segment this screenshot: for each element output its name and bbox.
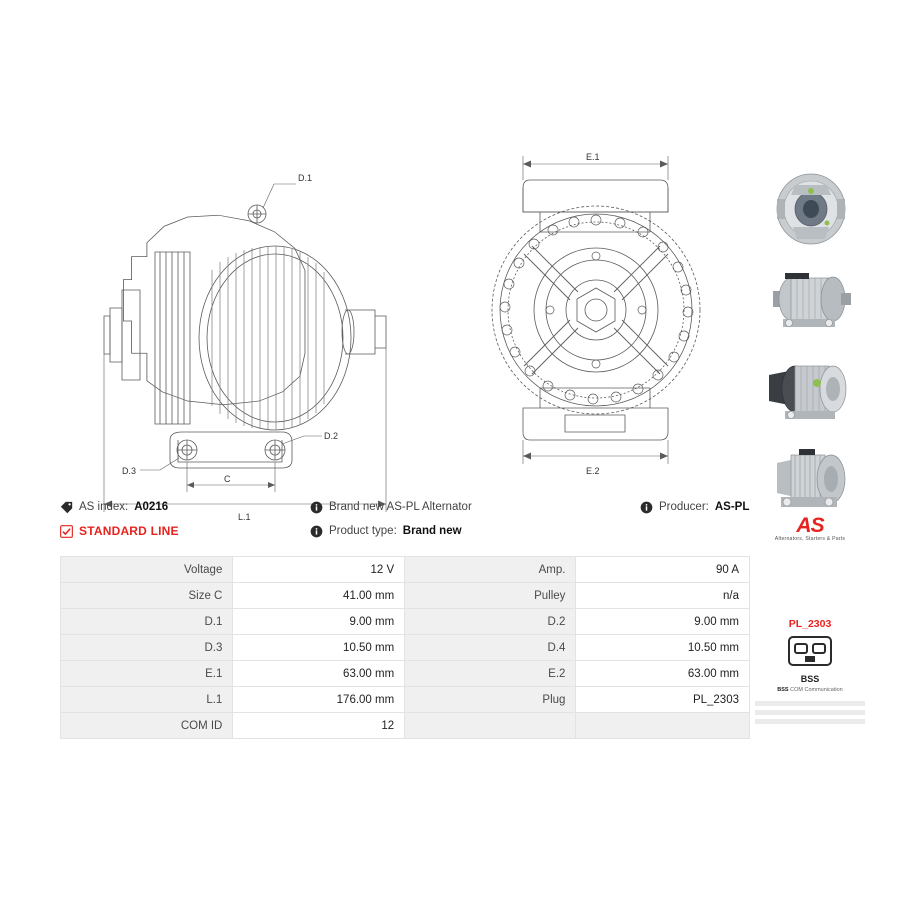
placeholder-bar [755,701,865,706]
spec-key: D.1 [61,609,233,635]
table-row [61,609,750,635]
plug-info [755,618,865,728]
plug-note [755,687,865,693]
spec-value: 10.50 mm [233,635,405,661]
placeholder-bar [755,710,865,715]
spec-value: 176.00 mm [233,687,405,713]
placeholder-bar [755,719,865,724]
spec-key: D.3 [61,635,233,661]
standard-line-block [60,524,310,538]
table-row [61,635,750,661]
table-row [61,557,750,583]
as-pl-logo-subtitle: Alternators, Starters & Parts [774,536,846,542]
product-photo-side-right[interactable] [755,345,865,433]
spec-key: L.1 [61,687,233,713]
spec-value: 90 A [576,557,750,583]
spec-key: COM ID [61,713,233,739]
spec-value: 63.00 mm [576,661,750,687]
label-d1: D.1 [298,173,313,183]
plug-code: PL_2303 [788,618,832,630]
product-info [60,495,750,543]
placeholder-bars [755,701,865,724]
label-d2: D.2 [324,431,339,441]
product-photo-rear[interactable] [755,435,865,523]
product-photo-front[interactable] [755,165,865,253]
as-index-block [60,501,310,514]
spec-empty-cell [405,713,576,739]
product-type-block [310,525,640,538]
spec-value: 12 V [233,557,405,583]
spec-key: Size C [61,583,233,609]
spec-empty-cell [576,713,750,739]
plug-diagram [755,636,865,671]
plug-name: BSS [800,674,820,684]
tag-icon [60,501,73,514]
product-photos [755,165,865,525]
info-icon [310,525,323,538]
product-photo-side-left[interactable] [755,255,865,343]
spec-key: D.2 [405,609,576,635]
spec-key: Voltage [61,557,233,583]
spec-key: Amp. [405,557,576,583]
spec-value: PL_2303 [576,687,750,713]
product-type-label: Product type: [329,525,397,537]
label-d3: D.3 [122,466,137,476]
producer-label: Producer: [659,501,709,513]
spec-value: 12 [233,713,405,739]
spec-value: 10.50 mm [576,635,750,661]
spec-value: 9.00 mm [233,609,405,635]
brand-new-block [310,501,640,514]
label-l1: L.1 [238,512,251,522]
check-square-icon [60,525,73,538]
info-row-2 [60,519,750,543]
info-icon [640,501,653,514]
info-row-1 [60,495,750,519]
front-view-svg [460,140,750,480]
label-e1: E.1 [586,152,600,162]
brand-new-text: Brand new AS-PL Alternator [329,501,472,513]
alternator-front-view-drawing [460,140,750,480]
as-pl-logo-word: AS [796,514,824,537]
spec-key: E.2 [405,661,576,687]
table-row [61,583,750,609]
plug-note-bold: BSS [777,687,789,693]
label-c: C [224,474,231,484]
product-type-value: Brand new [402,525,462,537]
spec-value: 9.00 mm [576,609,750,635]
as-index-label: AS index: [79,501,129,513]
spec-key: Pulley [405,583,576,609]
spec-key: Plug [405,687,576,713]
spec-value: 63.00 mm [233,661,405,687]
as-pl-logo [755,516,865,550]
spec-key: D.4 [405,635,576,661]
table-row [61,713,750,739]
producer-block [640,501,750,514]
as-index-value: A0216 [134,501,169,513]
standard-line-label: STANDARD LINE [79,524,179,538]
table-row [61,687,750,713]
plug-note-rest: COM Communication [790,687,843,693]
table-row [61,661,750,687]
label-e2: E.2 [586,466,600,476]
info-icon [310,501,323,514]
spec-value: n/a [576,583,750,609]
spec-value: 41.00 mm [233,583,405,609]
producer-value: AS-PL [714,501,750,513]
specifications-table [60,556,750,739]
spec-key: E.1 [61,661,233,687]
